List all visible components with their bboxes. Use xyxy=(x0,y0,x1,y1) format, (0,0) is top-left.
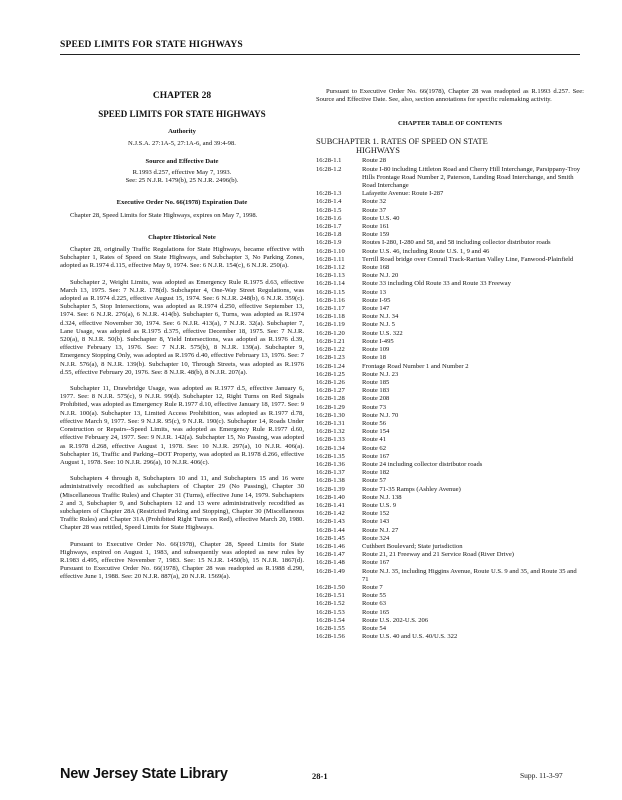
toc-entry xyxy=(316,272,584,280)
supplement-date: Supp. 11-3-97 xyxy=(520,771,563,780)
toc-section-number: 16:28-1.44 xyxy=(316,526,345,534)
toc-section-title: Route N.J. 23 xyxy=(362,370,399,378)
toc-section-title: Route 73 xyxy=(362,403,386,411)
toc-entry xyxy=(316,559,584,567)
toc-section-title: Route U.S. 40 xyxy=(362,214,400,222)
toc-section-title: Route 37 xyxy=(362,206,386,214)
toc-section-number: 16:28-1.34 xyxy=(316,444,345,452)
toc-section-number: 16:28-1.31 xyxy=(316,419,345,427)
toc-section-number: 16:28-1.9 xyxy=(316,239,342,247)
toc-section-number: 16:28-1.16 xyxy=(316,296,345,304)
toc-section-title: Route 57 xyxy=(362,477,386,485)
toc-entry xyxy=(316,477,584,485)
toc-section-title: Route U.S. 322 xyxy=(362,329,403,337)
chapter-title: SPEED LIMITS FOR STATE HIGHWAYS xyxy=(98,109,266,120)
toc-section-title: Route 13 xyxy=(362,288,386,296)
toc-section-number: 16:28-1.36 xyxy=(316,460,345,468)
toc-entry xyxy=(316,338,584,346)
toc-section-number: 16:28-1.10 xyxy=(316,247,345,255)
toc-section-number: 16:28-1.41 xyxy=(316,501,345,509)
toc-section-title: Route I-80 including Littleton Road and Cherry Hill Interchange, Parsippany-Troy Hills Frontage Road Number 2, Paterson, Landing Road Interchange, and Smith Road Interchange xyxy=(362,165,581,190)
toc-entry xyxy=(316,305,584,313)
toc-section-title: Route N.J. 138 xyxy=(362,493,402,501)
subchapter-title-line-2: HIGHWAYS xyxy=(356,146,400,156)
toc-section-title: Route 182 xyxy=(362,469,390,477)
subchapter-title xyxy=(316,137,584,156)
authority-text: N.J.S.A. 27:1A-5, 27:1A-6, and 39:4-98. xyxy=(128,139,236,147)
toc-section-title: Route I-495 xyxy=(362,337,394,345)
toc-section-number: 16:28-1.3 xyxy=(316,190,342,198)
source-heading: Source and Effective Date xyxy=(145,157,219,165)
toc-section-title: Route U.S. 202-U.S. 206 xyxy=(362,616,429,624)
toc-entry xyxy=(316,198,584,206)
toc-section-number: 16:28-1.4 xyxy=(316,198,342,206)
toc-entry xyxy=(316,215,584,223)
toc-section-title: Route 28 xyxy=(362,157,386,165)
toc-entry xyxy=(316,239,584,247)
toc-entry xyxy=(316,223,584,231)
toc-section-title: Route 167 xyxy=(362,559,390,567)
toc-section-number: 16:28-1.49 xyxy=(316,567,345,575)
toc-entry xyxy=(316,551,584,559)
toc-entry xyxy=(316,609,584,617)
left-column xyxy=(60,88,304,582)
toc-section-number: 16:28-1.20 xyxy=(316,329,345,337)
toc-entry xyxy=(316,354,584,362)
toc-entry xyxy=(316,568,584,584)
toc-entry xyxy=(316,543,584,551)
header-rule xyxy=(60,54,580,55)
toc-section-number: 16:28-1.7 xyxy=(316,223,342,231)
toc-section-number: 16:28-1.21 xyxy=(316,337,345,345)
toc-section-number: 16:28-1.26 xyxy=(316,378,345,386)
toc-section-title: Route N.J. 34 xyxy=(362,313,399,321)
toc-section-title: Lafayette Avenue: Route I-287 xyxy=(362,190,444,198)
toc-section-title: Routes I-280, I-280 and 58, and 58 including collector distributor roads xyxy=(362,239,551,247)
exec-order-heading: Executive Order No. 66(1978) Expiration Date xyxy=(116,199,248,207)
chapter-number: CHAPTER 28 xyxy=(152,91,212,101)
toc-section-title: Route 154 xyxy=(362,428,390,436)
toc-list xyxy=(316,157,584,641)
toc-section-number: 16:28-1.11 xyxy=(316,255,345,263)
toc-section-number: 16:28-1.30 xyxy=(316,411,345,419)
toc-section-title: Route 56 xyxy=(362,419,386,427)
toc-section-number: 16:28-1.14 xyxy=(316,280,345,288)
toc-section-title: Route 21, 21 Freeway and 21 Service Road (River Drive) xyxy=(362,551,514,559)
toc-section-number: 16:28-1.40 xyxy=(316,493,345,501)
toc-section-number: 16:28-1.32 xyxy=(316,428,345,436)
toc-section-title: Route 183 xyxy=(362,387,390,395)
toc-section-number: 16:28-1.45 xyxy=(316,534,345,542)
toc-entry xyxy=(316,313,584,321)
toc-entry xyxy=(316,190,584,198)
toc-entry xyxy=(316,248,584,256)
toc-section-number: 16:28-1.35 xyxy=(316,452,345,460)
toc-entry xyxy=(316,518,584,526)
toc-entry xyxy=(316,297,584,305)
toc-section-number: 16:28-1.18 xyxy=(316,313,345,321)
toc-entry xyxy=(316,600,584,608)
toc-section-number: 16:28-1.19 xyxy=(316,321,345,329)
toc-section-number: 16:28-1.51 xyxy=(316,592,345,600)
history-paragraph-3: Subchapter 11, Drawbridge Usage, was adopted as R.1977 d.5, effective January 6, 1977. See: 8 N.J.R. 575(c), 9 N.J.R. 99(d). Subchapter 12, Right Turns on Red Signals Prohibited, was adopted as Emergency Rule R.1977 d.10, effective January 18, 1977. See: 9 N.J.R. 100(a). Subchapter 13, Limited Access Prohibition, was adopted as R.1977 d.78, effective March 9, 1977. See: 9 N.J.R. 95(c), 9 N.J.R. 190(c). Subchapter 14, Roads Under Construction or Repairs--Speed Limits, was adopted as Emergency Rule R.1977 d.60, effective February 24, 1977. See: 9 N.J.R. 142(a). Subchapter 15, No Passing, was adopted as R.1978 d.268, effective August 1, 1978. See: 10 N.J.R. 297(a), 10 N.J.R. 406(a). Subchapter 16, Traffic and Parking--DOT Property, was adopted as R.1978 d.266, effective August 1, 1978. See: 10 N.J.R. 296(a), 10 N.J.R. 406(c). xyxy=(60,385,304,466)
toc-section-title: Route N.J. 20 xyxy=(362,272,399,280)
toc-section-title: Route N.J. 5 xyxy=(362,321,395,329)
toc-entry xyxy=(316,166,584,191)
toc-section-number: 16:28-1.54 xyxy=(316,616,345,624)
toc-section-title: Route 165 xyxy=(362,608,390,616)
toc-section-number: 16:28-1.37 xyxy=(316,469,345,477)
library-stamp: New Jersey State Library xyxy=(60,766,228,782)
toc-section-title: Route U.S. 40 and U.S. 40/U.S. 322 xyxy=(362,633,458,641)
toc-entry xyxy=(316,445,584,453)
toc-section-title: Route 208 xyxy=(362,395,390,403)
toc-entry xyxy=(316,436,584,444)
toc-section-number: 16:28-1.56 xyxy=(316,633,345,641)
toc-entry xyxy=(316,387,584,395)
toc-section-number: 16:28-1.13 xyxy=(316,272,345,280)
toc-section-title: Frontage Road Number 1 and Number 2 xyxy=(362,362,469,370)
toc-entry xyxy=(316,346,584,354)
toc-section-title: Route N.J. 70 xyxy=(362,411,399,419)
toc-section-number: 16:28-1.24 xyxy=(316,362,345,370)
toc-section-title: Route N.J. 27 xyxy=(362,526,399,534)
toc-section-title: Route 168 xyxy=(362,264,390,272)
toc-section-number: 16:28-1.17 xyxy=(316,305,345,313)
authority-heading: Authority xyxy=(168,128,196,136)
toc-section-number: 16:28-1.43 xyxy=(316,518,345,526)
toc-entry xyxy=(316,510,584,518)
history-paragraph-1: Chapter 28, originally Traffic Regulations for State Highways, became effective with Subchapter 1, Rates of Speed on State Highways, and Subchapter 3, No Parking Zones, adopted as R.1974 d.115, effective May 9, 1974. See: 6 N.J.R. 154(c), 6 N.J.R. 250(a). xyxy=(60,246,304,270)
toc-entry xyxy=(316,363,584,371)
toc-section-number: 16:28-1.33 xyxy=(316,436,345,444)
toc-section-title: Route 32 xyxy=(362,198,386,206)
toc-section-title: Route 147 xyxy=(362,305,390,313)
toc-section-title: Route 7 xyxy=(362,583,383,591)
toc-section-number: 16:28-1.38 xyxy=(316,477,345,485)
toc-section-title: Route I-95 xyxy=(362,296,391,304)
toc-entry xyxy=(316,412,584,420)
toc-entry xyxy=(316,330,584,338)
toc-section-title: Route 152 xyxy=(362,510,390,518)
toc-section-title: Route 55 xyxy=(362,592,386,600)
toc-entry xyxy=(316,584,584,592)
toc-section-title: Route 167 xyxy=(362,452,390,460)
toc-entry xyxy=(316,494,584,502)
toc-section-title: Route 109 xyxy=(362,346,390,354)
subchapter-title-line-1: SUBCHAPTER 1. RATES OF SPEED ON STATE xyxy=(316,136,488,146)
history-paragraph-4: Subchapters 4 through 8, Subchapters 10 and 11, and Subchapters 15 and 16 were administratively recodified as subchapters of Chapter 29 (No Passing), Chapter 30 (Miscellaneous Traffic Rules) and Chapter 31 (Turns), effective June 14, 1979. Subchapters 2 and 3, Subchapter 9, and Subchapters 12 and 13 were administratively recodified as subchapters of Chapter 28A (Restricted Parking and Stopping), Chapter 30 (Miscellaneous Traffic Rules) and Chapter 31A (Prohibited Right Turns on Red), effective March 20, 1980. Chapter 28 was retitled, Speed Limits for State Highways. xyxy=(60,475,304,532)
toc-section-number: 16:28-1.15 xyxy=(316,288,345,296)
toc-section-number: 16:28-1.39 xyxy=(316,485,345,493)
toc-section-title: Route U.S. 46, including Route U.S. 1, 9 and 46 xyxy=(362,247,490,255)
toc-section-title: Route 143 xyxy=(362,518,390,526)
toc-entry xyxy=(316,231,584,239)
toc-section-number: 16:28-1.28 xyxy=(316,395,345,403)
toc-entry xyxy=(316,469,584,477)
toc-entry xyxy=(316,207,584,215)
toc-section-number: 16:28-1.52 xyxy=(316,600,345,608)
toc-entry xyxy=(316,535,584,543)
toc-entry xyxy=(316,633,584,641)
toc-section-number: 16:28-1.12 xyxy=(316,264,345,272)
toc-section-title: Route 159 xyxy=(362,231,390,239)
toc-section-title: Route 161 xyxy=(362,223,390,231)
toc-entry xyxy=(316,379,584,387)
toc-section-number: 16:28-1.5 xyxy=(316,206,342,214)
exec-order-text: Chapter 28, Speed Limits for State Highways, expires on May 7, 1998. xyxy=(70,211,258,219)
history-heading: Chapter Historical Note xyxy=(148,233,216,241)
toc-section-title: Route 185 xyxy=(362,378,390,386)
toc-entry xyxy=(316,256,584,264)
toc-entry xyxy=(316,625,584,633)
toc-entry xyxy=(316,453,584,461)
toc-section-number: 16:28-1.42 xyxy=(316,510,345,518)
toc-section-title: Route U.S. 9 xyxy=(362,501,397,509)
toc-section-number: 16:28-1.6 xyxy=(316,214,342,222)
toc-section-number: 16:28-1.25 xyxy=(316,370,345,378)
toc-section-title: Route 24 including collector distributor roads xyxy=(362,460,483,468)
history-paragraph-5: Pursuant to Executive Order No. 66(1978), Chapter 28, Speed Limits for State Highways, expired on August 1, 1983, and subsequently was adopted as new rules by R.1983 d.495, effective November 7, 1983. See: 15 N.J.R. 1450(b), 15 N.J.R. 1867(d). Pursuant to Executive Order No. 66(1978), Chapter 28 was readopted as R.1988 d.290, effective June 1, 1988. See: 20 N.J.R. 887(a), 20 N.J.R. 1569(a). xyxy=(60,540,304,581)
toc-entry xyxy=(316,502,584,510)
toc-section-number: 16:28-1.1 xyxy=(316,157,342,165)
source-text-1: R.1993 d.257, effective May 7, 1993. xyxy=(132,169,232,177)
toc-entry xyxy=(316,420,584,428)
toc-section-number: 16:28-1.55 xyxy=(316,625,345,632)
toc-section-title: Route N.J. 35, including Higgins Avenue, Route U.S. 9 and 35, and Route 35 and 71 xyxy=(362,567,577,583)
toc-section-title: Route 18 xyxy=(362,354,386,362)
toc-entry xyxy=(316,428,584,436)
toc-section-number: 16:28-1.53 xyxy=(316,608,345,616)
toc-entry xyxy=(316,321,584,329)
toc-section-number: 16:28-1.46 xyxy=(316,542,345,550)
toc-section-title: Route 54 xyxy=(362,625,386,632)
toc-section-title: Terrill Road bridge over Conrail Track-Raritan Valley Line, Fanwood-Plainfield xyxy=(362,255,574,263)
toc-entry xyxy=(316,264,584,272)
toc-section-number: 16:28-1.48 xyxy=(316,559,345,567)
toc-heading: CHAPTER TABLE OF CONTENTS xyxy=(397,120,503,128)
history-paragraph-2: Subchapter 2, Weight Limits, was adopted as Emergency Rule R.1975 d.63, effective March 13, 1975. See: 7 N.J.R. 178(d). Subchapter 4, One-Way Street Regulations, was adopted as R.1974 d.225, effective August 15, 1974. See: 6 N.J.R. 248(b), 6 N.J.R. 359(c). Subchapter 5, Stop Intersections, was adopted as R.1974 d.250, effective September 13, 1974. See: 6 N.J.R. 276(a), 6 N.J.R. 414(b). Subchapter 6, Turns, was adopted as R.1974 d.324, effective November 30, 1974. See: 6 N.J.R. 413(a), 7 N.J.R. 32(a). Subchapter 7, Lane Usage, was adopted as R.1975 d.375, effective December 18, 1975. See: 7 N.J.R. 520(a), 8 N.J.R. 50(b). Subchapter 8, Yield Intersections, was adopted as R.1976 d.39, effective February 13, 1976. See: 7 N.J.R. 575(b), 8 N.J.R. 139(a). Subchapter 9, Emergency Stopping Only, was adopted as R.1976 d.40, effective February 13, 1976. See: 7 N.J.R. 576(a), 8 N.J.R. 139(b). Subchapter 10, Through Streets, was adopted as R.1976 d.55, effective February 20, 1976. See: 8 N.J.R. 48(b), 8 N.J.R. 207(a). xyxy=(60,278,304,376)
toc-entry xyxy=(316,280,584,288)
running-head: SPEED LIMITS FOR STATE HIGHWAYS xyxy=(60,40,243,50)
page-number: 28-1 xyxy=(312,771,328,781)
right-column xyxy=(316,88,584,641)
toc-entry xyxy=(316,395,584,403)
source-text-2: See: 25 N.J.R. 1479(b), 25 N.J.R. 2496(b). xyxy=(125,177,239,185)
toc-section-number: 16:28-1.50 xyxy=(316,583,345,591)
toc-entry xyxy=(316,617,584,625)
toc-entry xyxy=(316,289,584,297)
toc-section-title: Route 33 including Old Route 33 and Route 33 Freeway xyxy=(362,280,511,288)
toc-entry xyxy=(316,486,584,494)
toc-section-number: 16:28-1.27 xyxy=(316,387,345,395)
toc-section-number: 16:28-1.22 xyxy=(316,346,345,354)
toc-section-title: Route 41 xyxy=(362,436,386,444)
toc-entry xyxy=(316,371,584,379)
toc-entry xyxy=(316,592,584,600)
toc-entry xyxy=(316,527,584,535)
toc-section-number: 16:28-1.23 xyxy=(316,354,345,362)
toc-section-number: 16:28-1.8 xyxy=(316,231,342,239)
toc-section-title: Route 71-35 Ramps (Ashley Avenue) xyxy=(362,485,461,493)
toc-section-title: Route 62 xyxy=(362,444,386,452)
toc-section-number: 16:28-1.47 xyxy=(316,551,345,559)
intro-paragraph: Pursuant to Executive Order No. 66(1978), Chapter 28 was readopted as R.1993 d.257. See: Source and Effective Date. See, also, section annotations for specific rulemaking activity. xyxy=(316,88,584,104)
toc-section-number: 16:28-1.2 xyxy=(316,165,342,173)
toc-section-title: Cuthbert Boulevard; State jurisdiction xyxy=(362,542,463,550)
toc-entry xyxy=(316,461,584,469)
toc-section-number: 16:28-1.29 xyxy=(316,403,345,411)
toc-section-title: Route 63 xyxy=(362,600,386,608)
toc-section-title: Route 324 xyxy=(362,534,390,542)
toc-entry xyxy=(316,404,584,412)
toc-entry xyxy=(316,157,584,165)
